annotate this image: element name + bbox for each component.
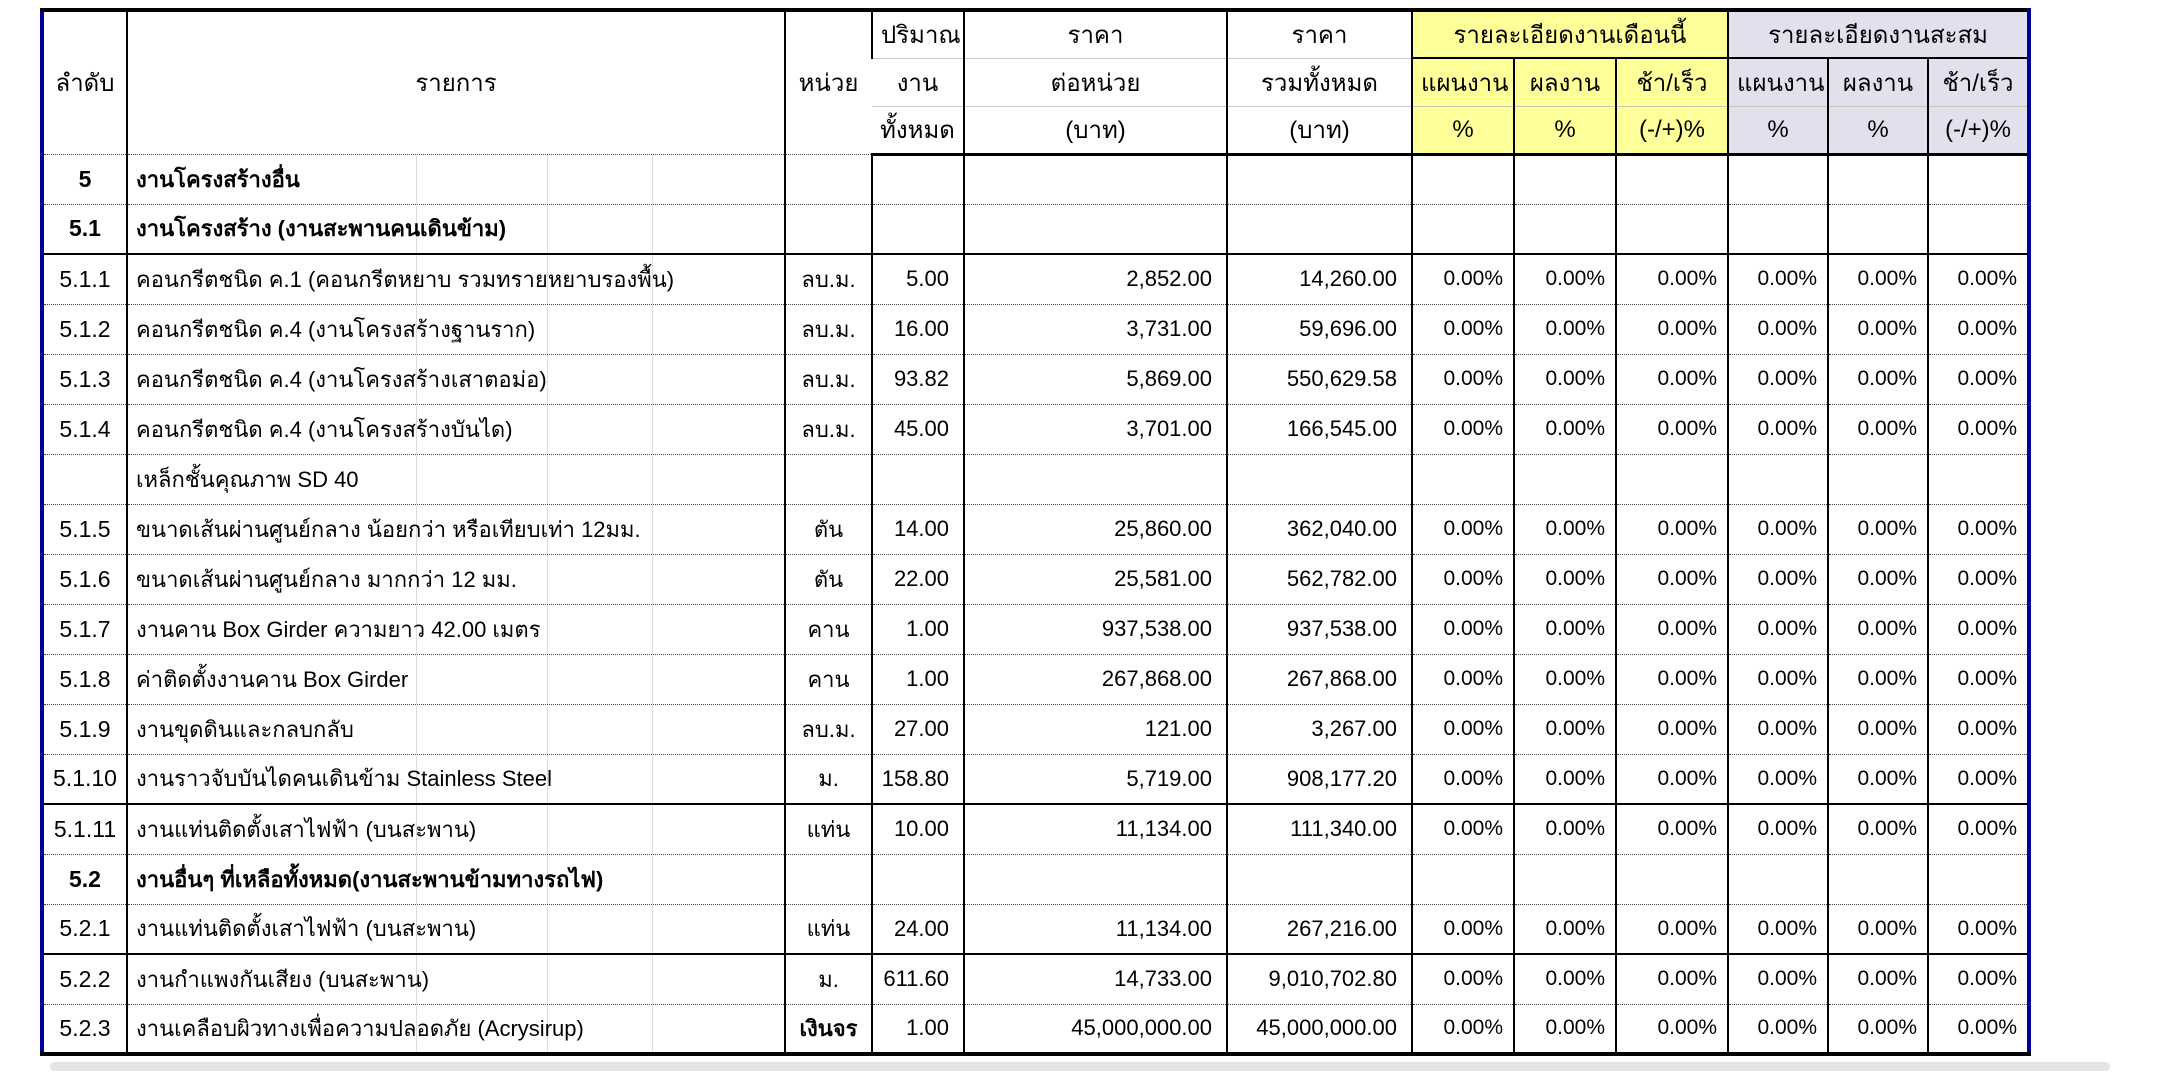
table-row xyxy=(42,854,2029,904)
cell-total-price xyxy=(1227,204,1412,254)
cell-no: 5.1.8 xyxy=(42,654,127,704)
cell-item: เหล็กชั้นคุณภาพ SD 40 xyxy=(127,454,785,504)
cell-cum-actual xyxy=(1828,204,1928,254)
cell-month-plan: 0.00% xyxy=(1412,554,1514,604)
cell-month-diff: 0.00% xyxy=(1616,304,1728,354)
cell-cum-plan xyxy=(1728,154,1828,204)
header-total-price-line1: ราคา xyxy=(1227,10,1412,58)
boq-table xyxy=(40,8,2031,1056)
horizontal-scrollbar[interactable] xyxy=(50,1062,2110,1071)
cell-cum-actual: 0.00% xyxy=(1828,704,1928,754)
cell-unit-price xyxy=(964,204,1227,254)
cell-month-actual: 0.00% xyxy=(1514,354,1616,404)
cell-unit: เงินจร xyxy=(785,1004,872,1054)
cell-month-actual xyxy=(1514,154,1616,204)
cell-cum-diff: 0.00% xyxy=(1928,504,2029,554)
cell-item: ขนาดเส้นผ่านศูนย์กลาง มากกว่า 12 มม. xyxy=(127,554,785,604)
header-month-plan-pct: % xyxy=(1412,106,1514,154)
cell-unit: ตัน xyxy=(785,504,872,554)
cell-unit xyxy=(785,204,872,254)
cell-cum-actual xyxy=(1828,154,1928,204)
cell-cum-plan xyxy=(1728,854,1828,904)
cell-total-price: 937,538.00 xyxy=(1227,604,1412,654)
cell-cum-plan: 0.00% xyxy=(1728,1004,1828,1054)
cell-month-diff: 0.00% xyxy=(1616,404,1728,454)
cell-month-actual xyxy=(1514,204,1616,254)
cell-total-price: 111,340.00 xyxy=(1227,804,1412,854)
cell-cum-diff: 0.00% xyxy=(1928,754,2029,804)
cell-item: งานแท่นติดตั้งเสาไฟฟ้า (บนสะพาน) xyxy=(127,904,785,954)
cell-item: งานเคลือบผิวทางเพื่อความปลอดภัย (Acrysirup) xyxy=(127,1004,785,1054)
cell-month-plan: 0.00% xyxy=(1412,754,1514,804)
table-row xyxy=(42,604,2029,654)
cell-total-price: 166,545.00 xyxy=(1227,404,1412,454)
cell-cum-plan xyxy=(1728,204,1828,254)
cell-total-price xyxy=(1227,154,1412,204)
cell-qty: 158.80 xyxy=(872,754,964,804)
cell-cum-actual: 0.00% xyxy=(1828,554,1928,604)
cell-cum-plan: 0.00% xyxy=(1728,504,1828,554)
cell-cum-actual: 0.00% xyxy=(1828,504,1928,554)
header-month-diff-pct: (-/+)% xyxy=(1616,106,1728,154)
header-unit-price-line1: ราคา xyxy=(964,10,1227,58)
cell-month-plan: 0.00% xyxy=(1412,354,1514,404)
cell-unit: ลบ.ม. xyxy=(785,304,872,354)
table-row xyxy=(42,354,2029,404)
cell-qty xyxy=(872,854,964,904)
cell-cum-diff: 0.00% xyxy=(1928,904,2029,954)
cell-item: คอนกรีตชนิด ค.4 (งานโครงสร้างฐานราก) xyxy=(127,304,785,354)
cell-unit: คาน xyxy=(785,604,872,654)
cell-cum-plan: 0.00% xyxy=(1728,954,1828,1004)
header-total-price-line2: รวมทั้งหมด xyxy=(1227,58,1412,106)
cell-total-price: 45,000,000.00 xyxy=(1227,1004,1412,1054)
cell-qty: 14.00 xyxy=(872,504,964,554)
cell-cum-plan: 0.00% xyxy=(1728,804,1828,854)
cell-unit-price: 45,000,000.00 xyxy=(964,1004,1227,1054)
cell-month-actual: 0.00% xyxy=(1514,1004,1616,1054)
cell-unit xyxy=(785,154,872,204)
cell-no: 5.2.2 xyxy=(42,954,127,1004)
cell-no: 5.1.10 xyxy=(42,754,127,804)
cell-cum-plan: 0.00% xyxy=(1728,654,1828,704)
cell-cum-diff: 0.00% xyxy=(1928,554,2029,604)
table-row xyxy=(42,404,2029,454)
cell-month-actual: 0.00% xyxy=(1514,604,1616,654)
cell-cum-diff: 0.00% xyxy=(1928,704,2029,754)
cell-no: 5.1.6 xyxy=(42,554,127,604)
cell-unit-price: 121.00 xyxy=(964,704,1227,754)
cell-qty: 93.82 xyxy=(872,354,964,404)
cell-cum-actual: 0.00% xyxy=(1828,254,1928,304)
cell-no: 5.1 xyxy=(42,204,127,254)
cell-cum-diff: 0.00% xyxy=(1928,304,2029,354)
cell-month-plan: 0.00% xyxy=(1412,704,1514,754)
cell-qty xyxy=(872,204,964,254)
cell-unit-price xyxy=(964,454,1227,504)
header-total-price-line3: (บาท) xyxy=(1227,106,1412,154)
table-row xyxy=(42,904,2029,954)
cell-cum-diff: 0.00% xyxy=(1928,654,2029,704)
cell-qty: 24.00 xyxy=(872,904,964,954)
cell-month-diff: 0.00% xyxy=(1616,954,1728,1004)
cell-month-actual: 0.00% xyxy=(1514,904,1616,954)
cell-month-actual: 0.00% xyxy=(1514,304,1616,354)
header-cumulative-group: รายละเอียดงานสะสม xyxy=(1728,10,2029,58)
cell-month-actual: 0.00% xyxy=(1514,554,1616,604)
cell-month-actual: 0.00% xyxy=(1514,654,1616,704)
table-row xyxy=(42,654,2029,704)
cell-item: งานขุดดินและกลบกลับ xyxy=(127,704,785,754)
table-row xyxy=(42,754,2029,804)
cell-cum-plan: 0.00% xyxy=(1728,254,1828,304)
header-cum-diff-pct: (-/+)% xyxy=(1928,106,2029,154)
cell-item: คอนกรีตชนิด ค.4 (งานโครงสร้างเสาตอม่อ) xyxy=(127,354,785,404)
cell-no: 5.2 xyxy=(42,854,127,904)
cell-item: งานแท่นติดตั้งเสาไฟฟ้า (บนสะพาน) xyxy=(127,804,785,854)
cell-cum-actual: 0.00% xyxy=(1828,354,1928,404)
cell-total-price: 562,782.00 xyxy=(1227,554,1412,604)
cell-cum-plan: 0.00% xyxy=(1728,304,1828,354)
cell-cum-diff xyxy=(1928,854,2029,904)
cell-total-price: 267,868.00 xyxy=(1227,654,1412,704)
cell-month-plan: 0.00% xyxy=(1412,804,1514,854)
cell-cum-diff: 0.00% xyxy=(1928,254,2029,304)
cell-unit-price xyxy=(964,854,1227,904)
cell-unit: ม. xyxy=(785,954,872,1004)
cell-month-plan: 0.00% xyxy=(1412,504,1514,554)
cell-item: คอนกรีตชนิด ค.4 (งานโครงสร้างบันได) xyxy=(127,404,785,454)
cell-item: งานโครงสร้างอื่น xyxy=(127,154,785,204)
cell-month-diff xyxy=(1616,854,1728,904)
cell-month-plan: 0.00% xyxy=(1412,654,1514,704)
cell-cum-plan: 0.00% xyxy=(1728,904,1828,954)
cell-month-diff: 0.00% xyxy=(1616,604,1728,654)
cell-item: งานกำแพงกันเสียง (บนสะพาน) xyxy=(127,954,785,1004)
cell-no: 5.1.3 xyxy=(42,354,127,404)
cell-unit: ลบ.ม. xyxy=(785,354,872,404)
cell-unit: แท่น xyxy=(785,804,872,854)
cell-cum-actual: 0.00% xyxy=(1828,754,1928,804)
cell-unit: ลบ.ม. xyxy=(785,254,872,304)
table-row xyxy=(42,554,2029,604)
cell-unit xyxy=(785,454,872,504)
cell-qty xyxy=(872,454,964,504)
cell-qty: 1.00 xyxy=(872,1004,964,1054)
header-qty-line2: งาน xyxy=(872,58,964,106)
cell-unit: ลบ.ม. xyxy=(785,404,872,454)
cell-cum-diff: 0.00% xyxy=(1928,354,2029,404)
cell-qty: 16.00 xyxy=(872,304,964,354)
header-cum-plan-pct: % xyxy=(1728,106,1828,154)
cell-total-price xyxy=(1227,454,1412,504)
header-unit-price-line2: ต่อหน่วย xyxy=(964,58,1227,106)
table-row xyxy=(42,704,2029,754)
cell-unit-price: 937,538.00 xyxy=(964,604,1227,654)
table-body xyxy=(42,154,2029,1054)
cell-month-plan: 0.00% xyxy=(1412,604,1514,654)
cell-item: งานโครงสร้าง (งานสะพานคนเดินข้าม) xyxy=(127,204,785,254)
cell-qty: 1.00 xyxy=(872,654,964,704)
cell-month-plan: 0.00% xyxy=(1412,404,1514,454)
cell-no: 5.1.11 xyxy=(42,804,127,854)
header-unit-price-line3: (บาท) xyxy=(964,106,1227,154)
cell-month-actual: 0.00% xyxy=(1514,754,1616,804)
cell-unit-price: 267,868.00 xyxy=(964,654,1227,704)
cell-unit-price: 5,869.00 xyxy=(964,354,1227,404)
cell-cum-diff xyxy=(1928,154,2029,204)
table-row xyxy=(42,254,2029,304)
cell-month-plan xyxy=(1412,204,1514,254)
cell-unit: คาน xyxy=(785,654,872,704)
cell-item: คอนกรีตชนิด ค.1 (คอนกรีตหยาบ รวมทรายหยาบรองพื้น) xyxy=(127,254,785,304)
table-row xyxy=(42,504,2029,554)
cell-month-diff: 0.00% xyxy=(1616,354,1728,404)
header-month-actual: ผลงาน xyxy=(1514,58,1616,106)
cell-unit: แท่น xyxy=(785,904,872,954)
header-item: รายการ xyxy=(127,10,785,154)
cell-cum-actual: 0.00% xyxy=(1828,954,1928,1004)
cell-no: 5.1.9 xyxy=(42,704,127,754)
header-month-group: รายละเอียดงานเดือนนี้ xyxy=(1412,10,1728,58)
cell-cum-diff xyxy=(1928,454,2029,504)
cell-cum-actual: 0.00% xyxy=(1828,304,1928,354)
cell-month-actual: 0.00% xyxy=(1514,954,1616,1004)
cell-cum-actual: 0.00% xyxy=(1828,804,1928,854)
cell-month-actual xyxy=(1514,454,1616,504)
cell-month-diff xyxy=(1616,154,1728,204)
cell-item: ขนาดเส้นผ่านศูนย์กลาง น้อยกว่า หรือเทียบเท่า 12มม. xyxy=(127,504,785,554)
cell-no xyxy=(42,454,127,504)
cell-qty xyxy=(872,154,964,204)
header-month-plan: แผนงาน xyxy=(1412,58,1514,106)
cell-no: 5.1.2 xyxy=(42,304,127,354)
cell-month-diff xyxy=(1616,204,1728,254)
cell-month-diff: 0.00% xyxy=(1616,654,1728,704)
cell-qty: 27.00 xyxy=(872,704,964,754)
header-cum-actual: ผลงาน xyxy=(1828,58,1928,106)
cell-total-price: 267,216.00 xyxy=(1227,904,1412,954)
cell-month-actual: 0.00% xyxy=(1514,404,1616,454)
cell-unit-price: 3,701.00 xyxy=(964,404,1227,454)
cell-month-diff: 0.00% xyxy=(1616,804,1728,854)
cell-qty: 22.00 xyxy=(872,554,964,604)
cell-unit-price xyxy=(964,154,1227,204)
table-row xyxy=(42,1004,2029,1054)
cell-total-price: 59,696.00 xyxy=(1227,304,1412,354)
header-qty-line1: ปริมาณ xyxy=(872,10,964,58)
cell-no: 5.1.5 xyxy=(42,504,127,554)
cell-cum-diff: 0.00% xyxy=(1928,954,2029,1004)
cell-cum-actual: 0.00% xyxy=(1828,604,1928,654)
table-header xyxy=(42,10,2029,154)
cell-month-diff: 0.00% xyxy=(1616,1004,1728,1054)
cell-unit-price: 25,581.00 xyxy=(964,554,1227,604)
cell-total-price: 362,040.00 xyxy=(1227,504,1412,554)
table-row xyxy=(42,954,2029,1004)
cell-item: งานราวจับบันไดคนเดินข้าม Stainless Steel xyxy=(127,754,785,804)
cell-cum-plan: 0.00% xyxy=(1728,754,1828,804)
header-qty-line3: ทั้งหมด xyxy=(872,106,964,154)
header-month-actual-pct: % xyxy=(1514,106,1616,154)
cell-cum-actual: 0.00% xyxy=(1828,404,1928,454)
header-no: ลำดับ xyxy=(55,70,115,98)
cell-item: งานอื่นๆ ที่เหลือทั้งหมด(งานสะพานข้ามทางรถไฟ) xyxy=(127,854,785,904)
cell-unit: ม. xyxy=(785,754,872,804)
cell-total-price xyxy=(1227,854,1412,904)
cell-no: 5.2.3 xyxy=(42,1004,127,1054)
cell-cum-diff: 0.00% xyxy=(1928,804,2029,854)
cell-cum-actual: 0.00% xyxy=(1828,1004,1928,1054)
cell-cum-plan: 0.00% xyxy=(1728,604,1828,654)
cell-total-price: 9,010,702.80 xyxy=(1227,954,1412,1004)
cell-total-price: 14,260.00 xyxy=(1227,254,1412,304)
cell-unit: ตัน xyxy=(785,554,872,604)
cell-month-plan xyxy=(1412,154,1514,204)
cell-cum-diff: 0.00% xyxy=(1928,1004,2029,1054)
cell-month-diff: 0.00% xyxy=(1616,904,1728,954)
table-row xyxy=(42,304,2029,354)
cell-qty: 5.00 xyxy=(872,254,964,304)
cell-item: ค่าติดตั้งงานคาน Box Girder xyxy=(127,654,785,704)
cell-unit-price: 14,733.00 xyxy=(964,954,1227,1004)
cell-month-actual: 0.00% xyxy=(1514,804,1616,854)
cell-no: 5.1.4 xyxy=(42,404,127,454)
header-cum-diff: ช้า/เร็ว xyxy=(1928,58,2029,106)
cell-month-plan: 0.00% xyxy=(1412,304,1514,354)
table-row xyxy=(42,204,2029,254)
cell-total-price: 3,267.00 xyxy=(1227,704,1412,754)
cell-qty: 45.00 xyxy=(872,404,964,454)
cell-unit-price: 2,852.00 xyxy=(964,254,1227,304)
cell-unit-price: 3,731.00 xyxy=(964,304,1227,354)
cell-month-diff: 0.00% xyxy=(1616,254,1728,304)
cell-cum-actual xyxy=(1828,454,1928,504)
cell-unit-price: 11,134.00 xyxy=(964,904,1227,954)
cell-month-plan: 0.00% xyxy=(1412,1004,1514,1054)
cell-unit-price: 5,719.00 xyxy=(964,754,1227,804)
cell-cum-diff: 0.00% xyxy=(1928,604,2029,654)
cell-month-actual: 0.00% xyxy=(1514,704,1616,754)
cell-cum-actual xyxy=(1828,854,1928,904)
cell-cum-plan: 0.00% xyxy=(1728,404,1828,454)
cell-cum-plan: 0.00% xyxy=(1728,554,1828,604)
cell-cum-actual: 0.00% xyxy=(1828,904,1928,954)
cell-unit xyxy=(785,854,872,904)
cell-unit: ลบ.ม. xyxy=(785,704,872,754)
table-row xyxy=(42,454,2029,504)
cell-cum-diff xyxy=(1928,204,2029,254)
cell-month-diff: 0.00% xyxy=(1616,554,1728,604)
cell-cum-plan: 0.00% xyxy=(1728,704,1828,754)
cell-no: 5.1.1 xyxy=(42,254,127,304)
header-cum-actual-pct: % xyxy=(1828,106,1928,154)
cell-total-price: 908,177.20 xyxy=(1227,754,1412,804)
cell-no: 5.1.7 xyxy=(42,604,127,654)
cell-month-actual: 0.00% xyxy=(1514,254,1616,304)
cell-month-diff: 0.00% xyxy=(1616,754,1728,804)
cell-unit-price: 11,134.00 xyxy=(964,804,1227,854)
cell-month-plan xyxy=(1412,454,1514,504)
cell-month-plan: 0.00% xyxy=(1412,954,1514,1004)
cell-no: 5 xyxy=(42,154,127,204)
cell-total-price: 550,629.58 xyxy=(1227,354,1412,404)
cell-cum-actual: 0.00% xyxy=(1828,654,1928,704)
cell-month-plan xyxy=(1412,854,1514,904)
cell-month-plan: 0.00% xyxy=(1412,904,1514,954)
table-row xyxy=(42,804,2029,854)
header-unit: หน่วย xyxy=(785,10,872,154)
cell-month-plan: 0.00% xyxy=(1412,254,1514,304)
cell-cum-diff: 0.00% xyxy=(1928,404,2029,454)
cell-cum-plan: 0.00% xyxy=(1728,354,1828,404)
cell-unit-price: 25,860.00 xyxy=(964,504,1227,554)
cell-item: งานคาน Box Girder ความยาว 42.00 เมตร xyxy=(127,604,785,654)
cell-month-actual xyxy=(1514,854,1616,904)
cell-month-diff: 0.00% xyxy=(1616,704,1728,754)
table-row xyxy=(42,154,2029,204)
cell-month-actual: 0.00% xyxy=(1514,504,1616,554)
cell-qty: 1.00 xyxy=(872,604,964,654)
header-cum-plan: แผนงาน xyxy=(1728,58,1828,106)
cell-month-diff: 0.00% xyxy=(1616,504,1728,554)
cell-qty: 10.00 xyxy=(872,804,964,854)
cell-cum-plan xyxy=(1728,454,1828,504)
cell-qty: 611.60 xyxy=(872,954,964,1004)
cell-no: 5.2.1 xyxy=(42,904,127,954)
header-month-diff: ช้า/เร็ว xyxy=(1616,58,1728,106)
cell-month-diff xyxy=(1616,454,1728,504)
